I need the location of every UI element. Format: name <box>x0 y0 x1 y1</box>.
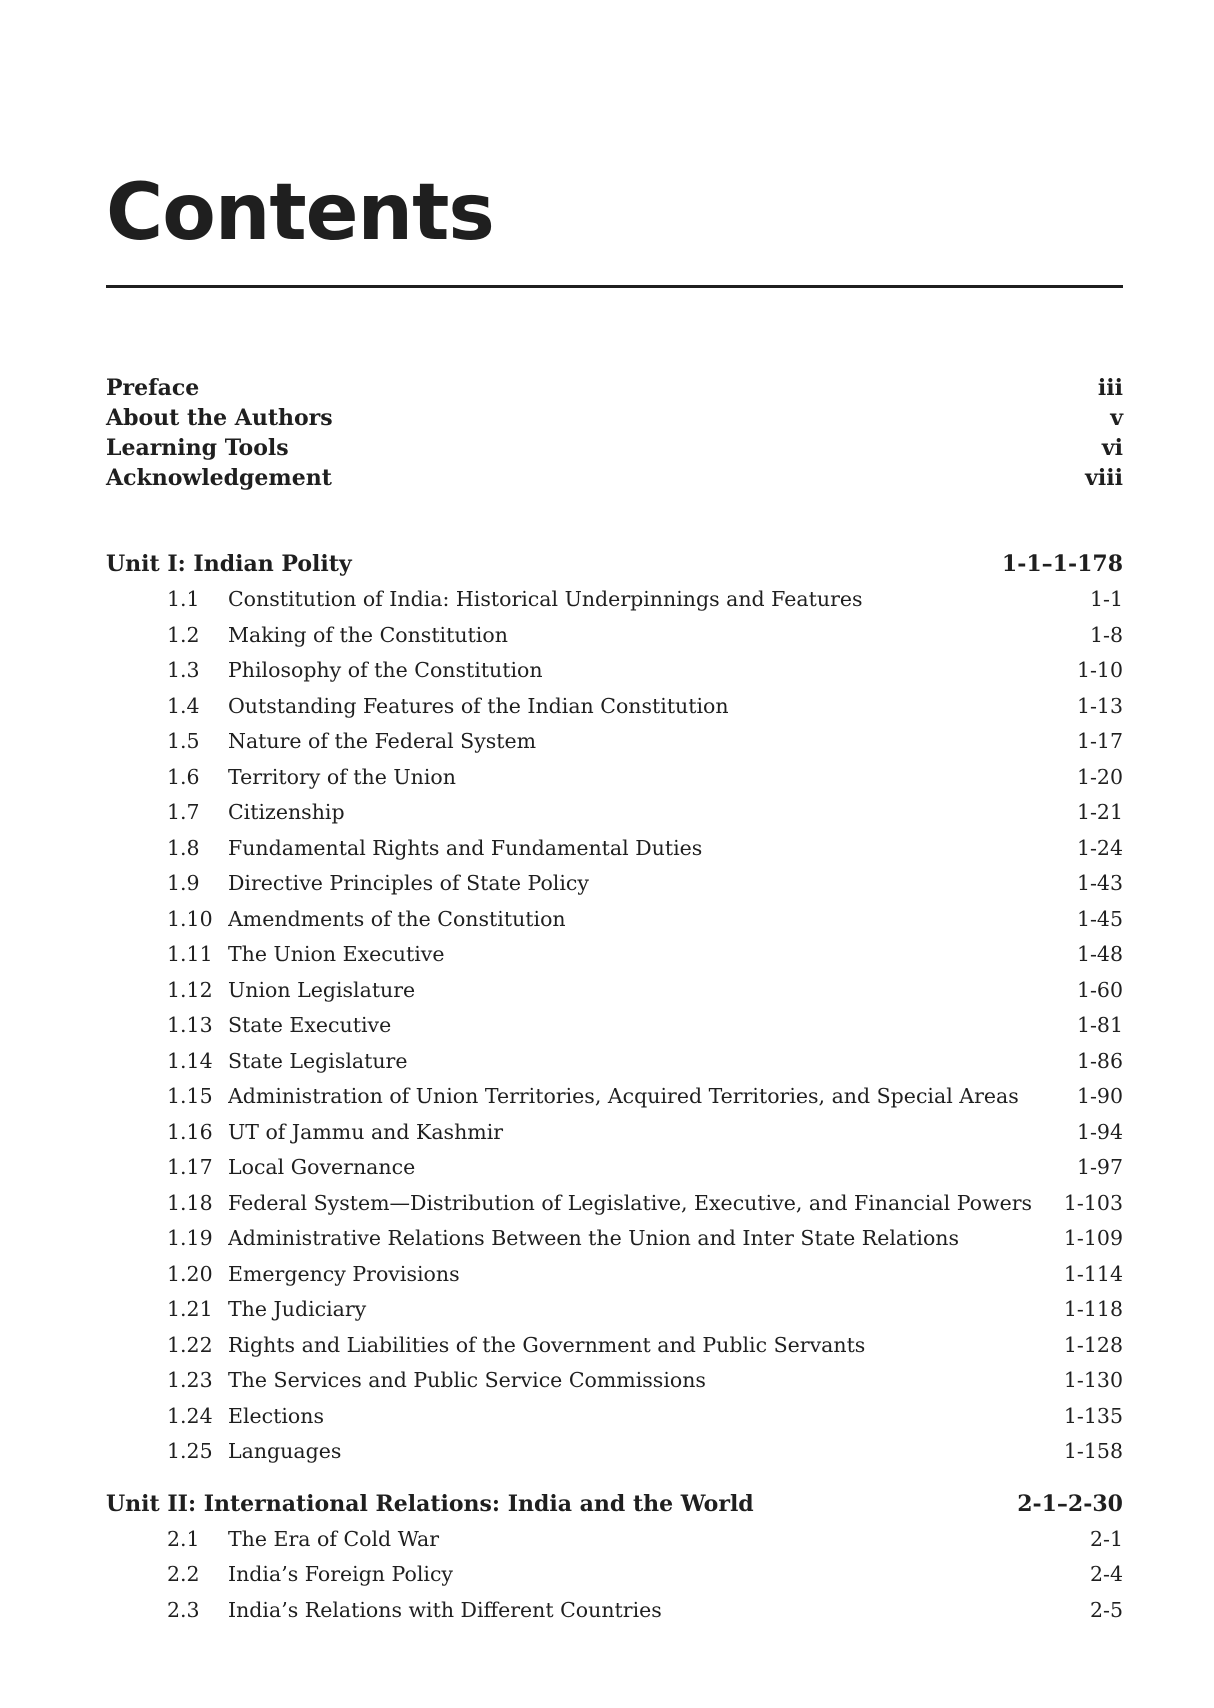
chapter-title: Territory of the Union <box>228 764 456 789</box>
chapter-page: 1-130 <box>1063 1368 1123 1392</box>
unit-page-range: 2-1–2-30 <box>1017 1490 1123 1517</box>
chapter-title: Elections <box>228 1403 324 1428</box>
chapter-title: Outstanding Features of the Indian Constitution <box>228 693 729 718</box>
chapter-number: 1.21 <box>167 1297 213 1321</box>
chapter-entry[interactable] <box>106 1399 1123 1435</box>
chapter-entry[interactable] <box>106 1044 1123 1080</box>
unit-page-range: 1-1–1-178 <box>1001 551 1123 577</box>
chapter-number: 1.25 <box>167 1439 213 1463</box>
chapter-number: 1.18 <box>167 1190 213 1215</box>
chapter-entry[interactable] <box>106 689 1123 725</box>
chapter-entry[interactable] <box>106 1522 1123 1558</box>
chapter-entry[interactable] <box>106 1363 1123 1399</box>
unit-section <box>106 1486 1123 1629</box>
chapter-page: 1-43 <box>1076 871 1123 895</box>
chapter-page: 1-48 <box>1076 942 1123 966</box>
chapter-entry[interactable] <box>106 1150 1123 1186</box>
chapter-page: 1-114 <box>1063 1261 1123 1286</box>
unit-heading[interactable] <box>106 1486 1123 1522</box>
chapter-page: 1-45 <box>1076 906 1123 931</box>
chapter-page: 1-158 <box>1063 1439 1123 1463</box>
chapter-number: 1.8 <box>167 835 200 860</box>
chapter-page: 2-1 <box>1089 1526 1123 1551</box>
units-list <box>106 546 1123 1628</box>
toc-entry[interactable] <box>106 433 1123 463</box>
chapter-entry[interactable] <box>106 724 1123 760</box>
chapter-entry[interactable] <box>106 1008 1123 1044</box>
chapter-entry[interactable] <box>106 582 1123 618</box>
chapter-title: Directive Principles of State Policy <box>228 871 589 895</box>
contents-page <box>106 0 1123 1708</box>
chapter-number: 1.3 <box>167 658 200 682</box>
chapter-title: Nature of the Federal System <box>228 729 537 753</box>
unit-title: Unit I: Indian Polity <box>106 551 352 577</box>
chapter-title: Emergency Provisions <box>228 1261 460 1286</box>
toc-entry-page: v <box>1110 405 1123 431</box>
chapter-number: 1.22 <box>167 1332 213 1357</box>
chapter-entry[interactable] <box>106 795 1123 831</box>
unit-section <box>106 546 1123 1470</box>
chapter-page: 1-8 <box>1089 622 1123 647</box>
chapter-page: 1-20 <box>1076 764 1123 789</box>
chapter-page: 1-128 <box>1063 1332 1123 1357</box>
chapter-entry[interactable] <box>106 866 1123 902</box>
chapter-page: 1-24 <box>1076 835 1123 860</box>
toc-entry-label: About the Authors <box>106 405 333 431</box>
chapter-title: UT of Jammu and Kashmir <box>228 1119 504 1144</box>
chapter-page: 1-81 <box>1076 1013 1123 1037</box>
chapter-title: The Era of Cold War <box>228 1526 440 1551</box>
chapter-title: India’s Relations with Different Countries <box>228 1597 662 1622</box>
chapter-number: 1.9 <box>167 871 200 895</box>
toc-entry-page: viii <box>1085 465 1123 491</box>
chapter-title: Local Governance <box>228 1155 416 1179</box>
page-title: Contents <box>106 168 494 258</box>
chapter-number: 1.12 <box>167 977 213 1002</box>
chapter-page: 1-90 <box>1076 1084 1123 1108</box>
chapter-number: 1.6 <box>167 764 200 789</box>
chapter-number: 1.11 <box>167 942 213 966</box>
chapter-page: 1-86 <box>1076 1048 1123 1073</box>
chapter-page: 1-1 <box>1089 587 1123 611</box>
chapter-title: Administration of Union Territories, Acquired Territories, and Special Areas <box>228 1084 1019 1108</box>
chapter-title: The Union Executive <box>228 942 445 966</box>
toc-entry-page: vi <box>1101 435 1123 461</box>
front-matter-list <box>106 373 1123 493</box>
chapter-entry[interactable] <box>106 973 1123 1009</box>
chapter-number: 1.14 <box>167 1048 213 1073</box>
chapter-page: 1-21 <box>1076 800 1123 824</box>
chapter-title: Federal System—Distribution of Legislative, Executive, and Financial Powers <box>228 1190 1033 1215</box>
chapter-entry[interactable] <box>106 831 1123 867</box>
chapter-page: 1-13 <box>1076 693 1123 718</box>
chapter-title: Administrative Relations Between the Union and Inter State Relations <box>228 1226 960 1250</box>
chapter-number: 1.1 <box>167 587 200 611</box>
chapter-entry[interactable] <box>106 1292 1123 1328</box>
chapter-page: 1-10 <box>1076 658 1123 682</box>
chapter-title: Rights and Liabilities of the Government and Public Servants <box>228 1332 866 1357</box>
chapter-entry[interactable] <box>106 1221 1123 1257</box>
toc-entry-label: Preface <box>106 375 200 401</box>
chapter-page: 1-60 <box>1076 977 1123 1002</box>
chapter-number: 1.24 <box>167 1403 213 1428</box>
chapter-title: Amendments of the Constitution <box>228 906 566 931</box>
chapter-page: 1-103 <box>1063 1190 1123 1215</box>
chapter-number: 1.5 <box>167 729 200 753</box>
chapter-number: 1.19 <box>167 1226 213 1250</box>
title-divider <box>106 285 1123 288</box>
chapter-page: 1-97 <box>1076 1155 1123 1179</box>
chapter-title: The Judiciary <box>228 1297 367 1321</box>
toc-entry-page: iii <box>1097 375 1123 401</box>
chapter-title: Citizenship <box>228 800 345 824</box>
chapter-entry[interactable] <box>106 1593 1123 1629</box>
chapter-entry[interactable] <box>106 1186 1123 1222</box>
chapter-page: 1-118 <box>1063 1297 1123 1321</box>
chapter-page: 1-17 <box>1076 729 1123 753</box>
chapter-title: State Executive <box>228 1013 392 1037</box>
chapter-title: Making of the Constitution <box>228 622 508 647</box>
chapter-title: The Services and Public Service Commissions <box>228 1368 706 1392</box>
toc-entry[interactable] <box>106 403 1123 433</box>
chapter-page: 1-135 <box>1063 1403 1123 1428</box>
unit-title: Unit II: International Relations: India and the World <box>106 1490 754 1517</box>
chapter-entry[interactable] <box>106 1257 1123 1293</box>
chapter-number: 1.17 <box>167 1155 213 1179</box>
chapter-title: Philosophy of the Constitution <box>228 658 543 682</box>
chapter-number: 2.1 <box>167 1526 200 1551</box>
chapter-title: India’s Foreign Policy <box>228 1562 454 1586</box>
chapter-number: 1.23 <box>167 1368 213 1392</box>
chapter-number: 1.7 <box>167 800 200 824</box>
chapter-number: 2.2 <box>167 1562 200 1586</box>
chapter-entry[interactable] <box>106 1557 1123 1593</box>
chapter-page: 1-109 <box>1063 1226 1123 1250</box>
chapter-title: Fundamental Rights and Fundamental Duties <box>228 835 703 860</box>
chapter-entry[interactable] <box>106 1115 1123 1151</box>
chapter-number: 1.2 <box>167 622 200 647</box>
toc-entry-label: Acknowledgement <box>106 465 332 491</box>
chapter-title: Languages <box>228 1439 342 1463</box>
chapter-number: 1.15 <box>167 1084 213 1108</box>
chapter-number: 1.4 <box>167 693 200 718</box>
chapter-number: 1.16 <box>167 1119 213 1144</box>
chapter-number: 1.20 <box>167 1261 213 1286</box>
chapter-entry[interactable] <box>106 653 1123 689</box>
chapter-entry[interactable] <box>106 937 1123 973</box>
chapter-entry[interactable] <box>106 1434 1123 1470</box>
unit-heading[interactable] <box>106 546 1123 582</box>
chapter-title: Constitution of India: Historical Underpinnings and Features <box>228 587 863 611</box>
chapter-entry[interactable] <box>106 1328 1123 1364</box>
chapter-number: 2.3 <box>167 1597 200 1622</box>
chapter-entry[interactable] <box>106 1079 1123 1115</box>
chapter-entry[interactable] <box>106 618 1123 654</box>
toc-entry[interactable] <box>106 463 1123 493</box>
chapter-page: 2-4 <box>1089 1562 1123 1586</box>
chapter-title: State Legislature <box>228 1048 408 1073</box>
chapter-page: 1-94 <box>1076 1119 1123 1144</box>
chapter-entry[interactable] <box>106 760 1123 796</box>
toc-entry-label: Learning Tools <box>106 435 289 461</box>
toc-entry[interactable] <box>106 373 1123 403</box>
chapter-entry[interactable] <box>106 902 1123 938</box>
chapter-number: 1.10 <box>167 906 213 931</box>
chapter-title: Union Legislature <box>228 977 416 1002</box>
chapter-number: 1.13 <box>167 1013 213 1037</box>
chapter-page: 2-5 <box>1089 1597 1123 1622</box>
